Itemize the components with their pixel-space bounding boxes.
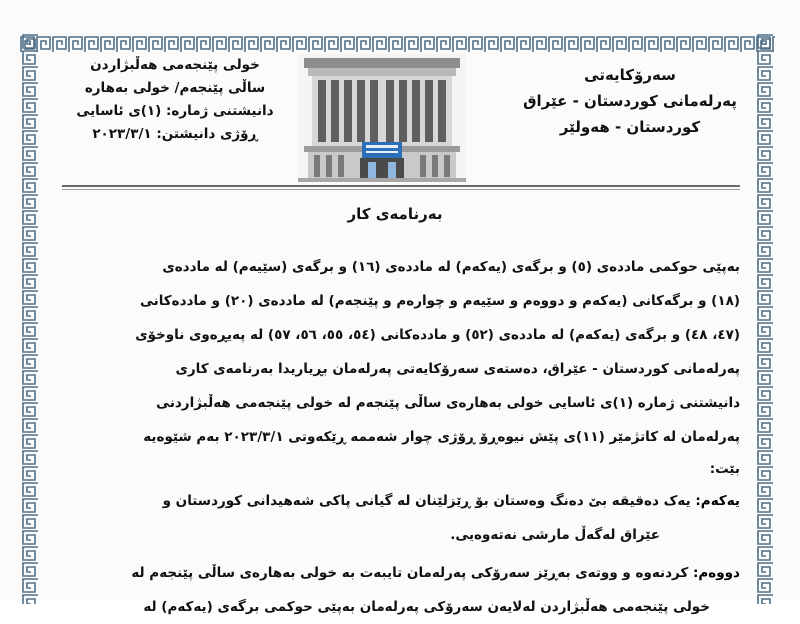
document-body [60, 250, 740, 624]
body-line: بێت: [709, 461, 740, 477]
decorative-border-top [20, 34, 775, 54]
agenda-item-heading: دووەم: [693, 565, 740, 581]
session-year: ساڵی پێنجەم/ خولی بەهارە [84, 80, 266, 96]
decorative-border-right [755, 34, 775, 604]
decorative-border-left [20, 34, 40, 604]
presidency-label: سەرۆکایەتی [584, 66, 676, 84]
page-title: بەرنامەی کار [347, 205, 443, 223]
session-number: دانیشتنی ژمارە: (١)ی ئاسایی [76, 103, 274, 119]
parliament-building-logo [298, 54, 466, 182]
header-divider [62, 185, 740, 187]
location-label: کوردستان - هەولێر [559, 118, 701, 136]
body-line: دانیشتنی ژمارە (١)ی ئاسایی خولی بەهارەی ساڵی پێنجەم لە خولی پێنجەمی هەڵبژاردنی [156, 395, 740, 411]
agenda-item-2 [60, 556, 740, 590]
agenda-item-1 [60, 484, 740, 518]
session-date: ڕۆژی دانیشتن: ٢٠٢٣/٣/١ [92, 126, 258, 142]
session-info [60, 54, 290, 146]
agenda-item-1-continuation: عێراق لەگەڵ مارشی نەتەوەیی. [450, 527, 660, 543]
body-line: بەپێی حوکمی ماددەی (٥) و برگەی (یەکەم) لە ماددەی (١٦) و برگەی (سێیەم) لە ماددەی [162, 259, 740, 275]
institution-header [520, 62, 740, 140]
body-line: (١٨) و برگەکانی (یەکەم و دووەم و سێیەم و چوارەم و پێنجەم) لە ماددەی (٢٠) و ماددەکانی [140, 293, 740, 309]
parliament-name: پەرلەمانی کوردستان - عێراق [523, 92, 737, 110]
header-divider-thin [62, 189, 740, 190]
body-line: پەرلەمانی کوردستان - عێراق، دەستەی سەرۆکایەتی پەرلەمان بڕیاریدا بەرنامەی کاری [175, 361, 740, 377]
session-term: خولی پێنجەمی هەڵبژاردن [90, 57, 260, 73]
agenda-item-text: کردنەوە و ووتەی بەڕێز سەرۆکی پەرلەمان تایبەت بە خولی بەهارەی ساڵی پێنجەم لە [131, 565, 689, 581]
agenda-item-2-continuation: خولی پێنجەمی هەڵبژاردن لەلایەن سەرۆکی پەرلەمان بەپێی حوکمی برگەی (یەکەم) لە [143, 599, 710, 615]
body-line: پەرلەمان لە کاتژمێر (١١)ی پێش نیوەڕۆ ڕۆژی چوار شەممە ڕێکەوتی ٢٠٢٣/٣/١ بەم شێوەیە [143, 429, 740, 445]
body-line: (٤٧، ٤٨) و برگەی (یەکەم) لە ماددەی (٥٢) و ماددەکانی (٥٤، ٥٥، ٥٦، ٥٧) لە پەیڕەوی ناوخۆی [135, 327, 740, 343]
agenda-item-text: یەک دەقیقە بێ دەنگ وەستان بۆ ڕێزلێنان لە گیانی پاکی شەهیدانی کوردستان و [162, 493, 691, 509]
agenda-item-heading: یەکەم: [695, 493, 740, 509]
